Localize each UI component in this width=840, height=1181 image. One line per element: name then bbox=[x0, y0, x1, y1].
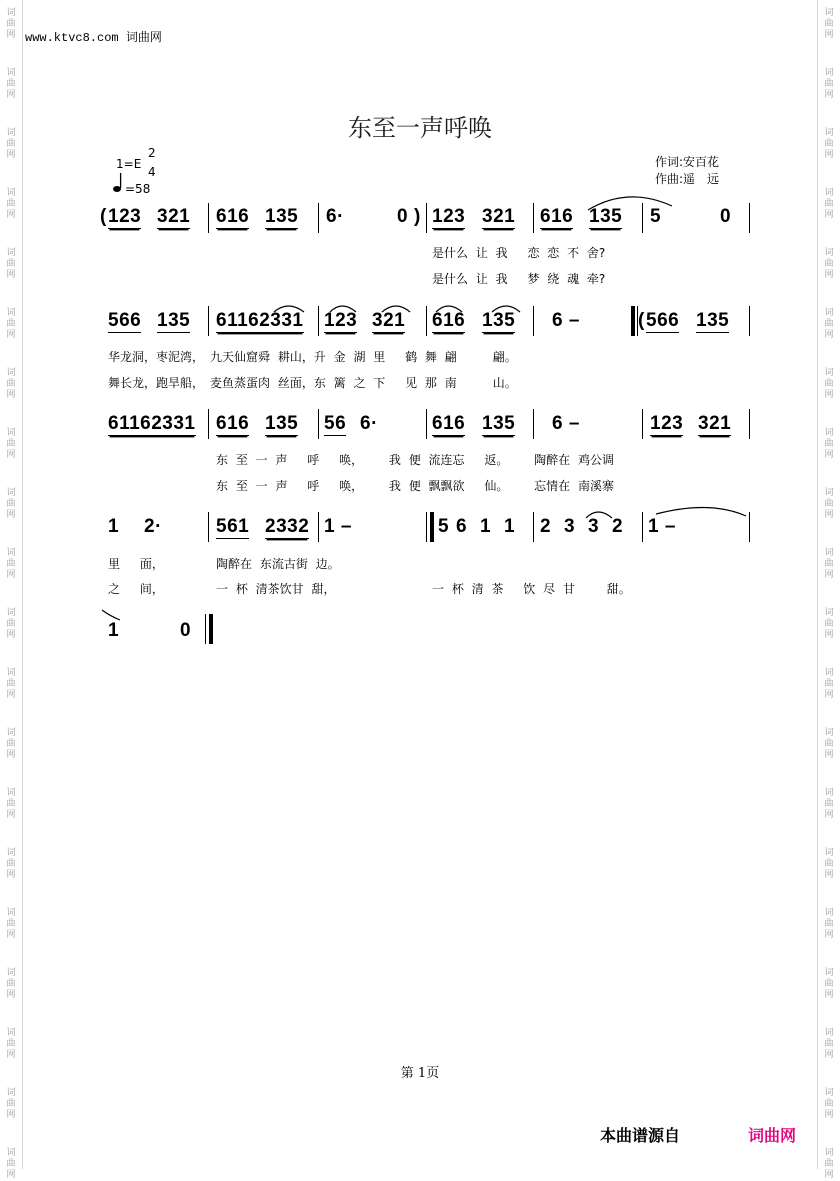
note-group: 61162331 bbox=[108, 413, 196, 434]
watermark-glyph-stack: 词 曲 网 bbox=[6, 788, 16, 820]
note-group: 321 bbox=[372, 310, 406, 331]
bar-line bbox=[208, 512, 209, 542]
quarter-note-icon bbox=[112, 172, 126, 194]
note-group: 135 bbox=[589, 206, 623, 227]
watermark-glyph-stack: 词 曲 网 bbox=[824, 368, 834, 400]
watermark-glyph-stack: 词 曲 网 bbox=[824, 68, 834, 100]
lyric-line: 华龙洞，枣泥湾， 九天仙窟舜 耕山，升 金 湖 里 鹤 舞 翩 翩。 bbox=[108, 350, 517, 364]
note-group: 2332 bbox=[265, 516, 310, 537]
repeat-barline bbox=[426, 512, 427, 542]
note-group: 616 bbox=[540, 206, 574, 227]
watermark-glyph-stack: 词 曲 网 bbox=[6, 8, 16, 40]
lyric-line: 里 面， bbox=[108, 557, 164, 571]
tempo-marking: =58 bbox=[125, 182, 151, 196]
lyric-line: 舞长龙，跑旱船， 麦鱼蒸蛋肉 丝面，东 篱 之 下 见 那 南 山。 bbox=[108, 376, 517, 390]
open-paren: ( bbox=[100, 206, 107, 227]
source-label: 本曲谱源自 bbox=[600, 1126, 681, 1145]
note-group: 5 bbox=[650, 206, 662, 227]
slur-icon bbox=[520, 192, 680, 214]
note-group: 6 – bbox=[552, 310, 580, 331]
repeat-barline bbox=[631, 306, 635, 336]
note-group: 1 bbox=[108, 516, 120, 537]
note-group: 6· bbox=[360, 413, 378, 434]
watermark-glyph-stack: 词 曲 网 bbox=[824, 428, 834, 460]
lyric-line: 东 至 一 声 呼 唤， 我 便 流连忘 返。 陶醉在 鸡公调 bbox=[216, 453, 614, 467]
watermark-glyph-stack: 词 曲 网 bbox=[6, 248, 16, 280]
time-signature-top: 2 bbox=[148, 146, 156, 160]
note: 2 bbox=[540, 516, 552, 537]
note-group: 566 bbox=[108, 310, 142, 331]
note: 3 bbox=[564, 516, 576, 537]
note-group: 135 bbox=[482, 413, 516, 434]
note-group: 135 bbox=[265, 413, 299, 434]
bar-line bbox=[749, 203, 750, 233]
watermark-glyph-stack: 词 曲 网 bbox=[824, 128, 834, 160]
watermark-glyph-stack: 词 曲 网 bbox=[824, 968, 834, 1000]
note-group: 1 – bbox=[648, 516, 676, 537]
final-barline bbox=[205, 614, 206, 644]
watermark-glyph-stack: 词 曲 网 bbox=[6, 308, 16, 340]
note-group: 1 – bbox=[324, 516, 352, 537]
note-group: 123 bbox=[108, 206, 142, 227]
watermark-glyph-stack: 词 曲 网 bbox=[824, 728, 834, 760]
note-group: 6· bbox=[326, 206, 344, 227]
watermark-glyph-stack: 词 曲 网 bbox=[6, 428, 16, 460]
watermark-glyph-stack: 词 曲 网 bbox=[824, 1148, 834, 1180]
bar-line bbox=[642, 409, 643, 439]
open-paren: ( bbox=[638, 310, 645, 331]
bar-line bbox=[749, 306, 750, 336]
note-group: 135 bbox=[157, 310, 191, 331]
note-group: 0 bbox=[397, 206, 409, 227]
note-group: 321 bbox=[482, 206, 516, 227]
watermark-glyph-stack: 词 曲 网 bbox=[824, 608, 834, 640]
note-group: 123 bbox=[650, 413, 684, 434]
watermark-glyph-stack: 词 曲 网 bbox=[824, 848, 834, 880]
note-group: 123 bbox=[432, 206, 466, 227]
note-group: 616 bbox=[432, 413, 466, 434]
watermark-glyph-stack: 词 曲 网 bbox=[6, 668, 16, 700]
lyricist: 作词:安百花 bbox=[655, 155, 720, 169]
note-group: 561 bbox=[216, 516, 250, 537]
watermark-glyph-stack: 词 曲 网 bbox=[824, 488, 834, 520]
watermark-glyph-stack: 词 曲 网 bbox=[824, 1028, 834, 1060]
watermark-glyph-stack: 词 曲 网 bbox=[6, 128, 16, 160]
watermark-glyph-stack: 词 曲 网 bbox=[6, 1028, 16, 1060]
tie-icon bbox=[100, 604, 124, 622]
note-group: 321 bbox=[698, 413, 732, 434]
watermark-glyph-stack: 词 曲 网 bbox=[824, 308, 834, 340]
watermark-glyph-stack: 词 曲 网 bbox=[6, 1148, 16, 1180]
lyric-line: 一 杯 清 茶 饮 尽 甘 甜。 bbox=[432, 582, 631, 596]
bar-line bbox=[208, 203, 209, 233]
note-group: 6 – bbox=[552, 413, 580, 434]
watermark-glyph-stack: 词 曲 网 bbox=[824, 668, 834, 700]
watermark-glyph-stack: 词 曲 网 bbox=[824, 8, 834, 40]
note-group: 566 bbox=[646, 310, 680, 331]
note: 5 bbox=[438, 516, 450, 537]
slur-icon bbox=[560, 500, 760, 524]
song-title: 东至一声呼唤 bbox=[348, 114, 492, 142]
bar-line bbox=[318, 512, 319, 542]
watermark-glyph-stack: 词 曲 网 bbox=[824, 908, 834, 940]
note: 3 bbox=[588, 516, 600, 537]
lyric-line: 之 间， bbox=[108, 582, 164, 596]
note-group: 321 bbox=[157, 206, 191, 227]
watermark-glyph-stack: 词 曲 网 bbox=[824, 1088, 834, 1120]
note-group: 616 bbox=[216, 413, 250, 434]
note-group: 0 bbox=[180, 620, 192, 641]
watermark-glyph-stack: 词 曲 网 bbox=[824, 248, 834, 280]
note-group: 2· bbox=[144, 516, 162, 537]
watermark-glyph-stack: 词 曲 网 bbox=[6, 488, 16, 520]
watermark-glyph-stack: 词 曲 网 bbox=[6, 68, 16, 100]
note-group: 0 bbox=[720, 206, 732, 227]
bar-line bbox=[533, 512, 534, 542]
note: 1 bbox=[480, 516, 492, 537]
key-signature: 1=E bbox=[116, 157, 142, 171]
lyric-line: 是什么 让 我 恋 恋 不 舍? bbox=[432, 246, 606, 260]
watermark-glyph-stack: 词 曲 网 bbox=[6, 908, 16, 940]
watermark-glyph-stack: 词 曲 网 bbox=[6, 848, 16, 880]
watermark-glyph-stack: 词 曲 网 bbox=[6, 1088, 16, 1120]
lyric-line: 一 杯 清茶饮甘 甜， bbox=[216, 582, 336, 596]
bar-line bbox=[208, 409, 209, 439]
watermark-glyph-stack: 词 曲 网 bbox=[824, 788, 834, 820]
close-paren: ) bbox=[414, 206, 421, 227]
watermark-glyph-stack: 词 曲 网 bbox=[6, 728, 16, 760]
note-group: 123 bbox=[324, 310, 358, 331]
note-group: 135 bbox=[696, 310, 730, 331]
composer: 作曲:遥 远 bbox=[655, 172, 720, 186]
note: 2 bbox=[612, 516, 624, 537]
lyric-line: 东 至 一 声 呼 唤， 我 便 飘飘欲 仙。 忘情在 南溪寨 bbox=[216, 479, 614, 493]
note-group: 135 bbox=[482, 310, 516, 331]
note-group: 1 bbox=[108, 620, 120, 641]
note-group: 56 bbox=[324, 413, 347, 434]
note: 6 bbox=[456, 516, 468, 537]
bar-line bbox=[426, 409, 427, 439]
repeat-barline bbox=[430, 512, 434, 542]
bar-line bbox=[749, 409, 750, 439]
watermark-glyph-stack: 词 曲 网 bbox=[6, 548, 16, 580]
bar-line bbox=[318, 409, 319, 439]
note: 1 bbox=[504, 516, 516, 537]
brand-link[interactable]: 词曲网 bbox=[748, 1126, 797, 1145]
lyric-line: 陶醉在 东流古街 边。 bbox=[216, 557, 340, 571]
lyric-line: 是什么 让 我 梦 绕 魂 牵? bbox=[432, 272, 606, 286]
time-signature-bottom: 4 bbox=[148, 165, 156, 179]
page-number: 第 1页 bbox=[400, 1066, 440, 1081]
slur-icon bbox=[210, 296, 550, 316]
watermark-glyph-stack: 词 曲 网 bbox=[824, 548, 834, 580]
watermark-glyph-stack: 词 曲 网 bbox=[6, 368, 16, 400]
watermark-glyph-stack: 词 曲 网 bbox=[6, 608, 16, 640]
site-url: www.ktvc8.com 词曲网 bbox=[25, 31, 162, 45]
note-group: 616 bbox=[216, 206, 250, 227]
bar-line bbox=[426, 203, 427, 233]
note-group: 61162331 bbox=[216, 310, 304, 331]
watermark-glyph-stack: 词 曲 网 bbox=[824, 188, 834, 220]
watermark-glyph-stack: 词 曲 网 bbox=[6, 188, 16, 220]
watermark-glyph-stack: 词 曲 网 bbox=[6, 968, 16, 1000]
bar-line bbox=[533, 409, 534, 439]
note-group: 616 bbox=[432, 310, 466, 331]
note-group: 135 bbox=[265, 206, 299, 227]
bar-line bbox=[318, 203, 319, 233]
final-barline bbox=[209, 614, 213, 644]
